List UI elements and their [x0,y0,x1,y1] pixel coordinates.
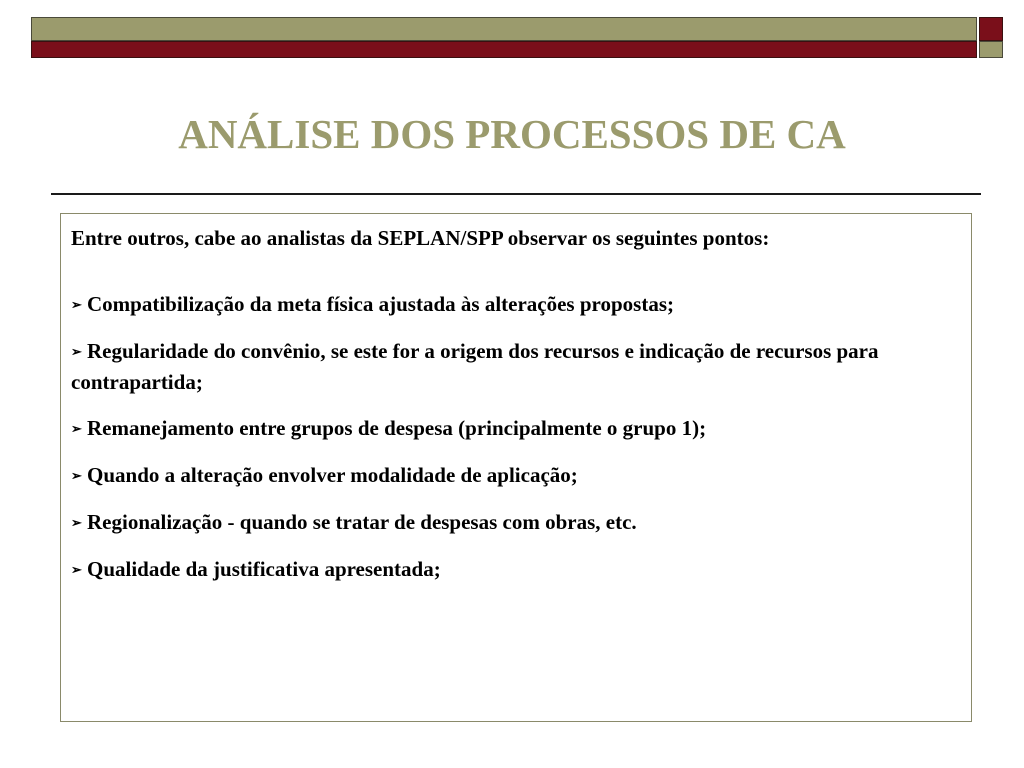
arrowhead-bullet-icon: ➢ [71,562,82,577]
list-item [71,289,961,320]
content-box [60,213,972,722]
bullet-list [71,289,961,585]
corner-maroon-square [979,17,1003,41]
list-item [71,460,961,491]
list-item [71,413,961,444]
arrowhead-bullet-icon: ➢ [71,344,82,359]
list-item [71,554,961,585]
list-item-text: Regularidade do convênio, se este for a origem dos recursos e indicação de recursos para contrapartida; [71,339,879,394]
list-item [71,507,961,538]
header-olive-bar [31,17,977,41]
list-item-text: Quando a alteração envolver modalidade de aplicação; [87,463,578,487]
slide-title: ANÁLISE DOS PROCESSOS DE CA [178,111,846,157]
arrowhead-bullet-icon: ➢ [71,421,82,436]
intro-text: Entre outros, cabe ao analistas da SEPLAN/SPP observar os seguintes pontos: [71,226,770,250]
corner-olive-square [979,41,1003,58]
arrowhead-bullet-icon: ➢ [71,515,82,530]
arrowhead-bullet-icon: ➢ [71,468,82,483]
list-item-text: Compatibilização da meta física ajustada às alterações propostas; [87,292,674,316]
list-item [71,336,961,397]
arrowhead-bullet-icon: ➢ [71,297,82,312]
title-divider [51,193,981,195]
list-item-text: Regionalização - quando se tratar de despesas com obras, etc. [87,510,637,534]
list-item-text: Qualidade da justificativa apresentada; [87,557,441,581]
header-maroon-bar [31,41,977,58]
list-item-text: Remanejamento entre grupos de despesa (principalmente o grupo 1); [87,416,707,440]
